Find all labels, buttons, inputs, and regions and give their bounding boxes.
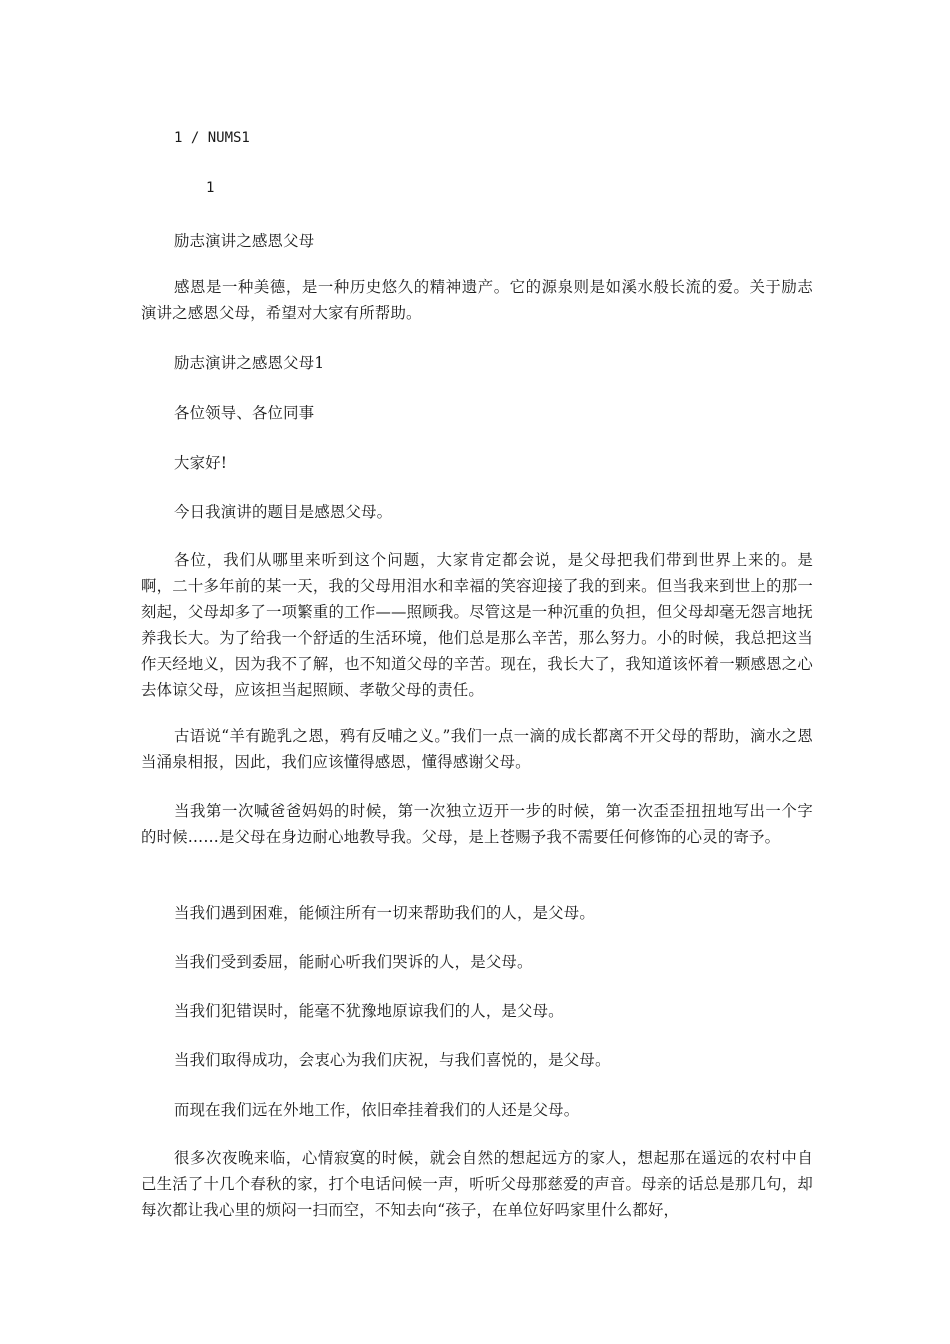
statement-line-1: 当我们遇到困难，能倾注所有一切来帮助我们的人，是父母。 [174, 904, 595, 922]
section-heading: 励志演讲之感恩父母1 [174, 354, 325, 372]
body-paragraph-1: 各位，我们从哪里来听到这个问题，大家肯定都会说，是父母把我们带到世界上来的。是啊，二十多年前的某一天，我的父母用泪水和幸福的笑容迎接了我的到来。但当我来到世上的那一刻起，父母却多了一项繁重的工作——照顾我。尽管这是一种沉重的负担，但父母却毫无怨言地抚养我长大。为了给我一个舒适的生活环境，他们总是那么辛苦，那么努力。小的时候，我总把这当作天经地义，因为我不了解，也不知道父母的辛苦。现在，我长大了，我知道该怀着一颗感恩之心去体谅父母，应该担当起照顾、孝敬父母的责任。 [141, 551, 813, 699]
document-title: 励志演讲之感恩父母 [174, 232, 315, 250]
statement-line-5: 而现在我们远在外地工作，依旧牵挂着我们的人还是父母。 [174, 1101, 580, 1119]
page-indicator: 1 / NUMS1 [174, 130, 250, 146]
statement-line-3: 当我们犯错误时，能毫不犹豫地原谅我们的人，是父母。 [174, 1002, 564, 1020]
topic-line: 今日我演讲的题目是感恩父母。 [174, 503, 393, 521]
hello-line: 大家好! [174, 454, 228, 472]
statement-line-4: 当我们取得成功，会衷心为我们庆祝，与我们喜悦的，是父母。 [174, 1051, 611, 1069]
body-paragraph-2: 古语说“羊有跪乳之恩，鸦有反哺之义。”我们一点一滴的成长都离不开父母的帮助，滴水之恩当涌泉相报，因此，我们应该懂得感恩，懂得感谢父母。 [141, 727, 813, 771]
body-paragraph-4: 很多次夜晚来临，心情寂寞的时候，就会自然的想起远方的家人，想起那在遥远的农村中自己生活了十几个春秋的家，打个电话问候一声，听听父母那慈爱的声音。母亲的话总是那几句，却每次都让我心里的烦闷一扫而空，不知去向“孩子，在单位好吗家里什么都好， [141, 1149, 813, 1219]
greeting-line: 各位领导、各位同事 [174, 404, 315, 422]
intro-paragraph: 感恩是一种美德，是一种历史悠久的精神遗产。它的源泉则是如溪水般长流的爱。关于励志演讲之感恩父母，希望对大家有所帮助。 [141, 278, 813, 322]
page-number: 1 [206, 180, 215, 196]
statement-line-2: 当我们受到委屈，能耐心听我们哭诉的人，是父母。 [174, 953, 533, 971]
body-paragraph-3: 当我第一次喊爸爸妈妈的时候，第一次独立迈开一步的时候，第一次歪歪扭扭地写出一个字的时候……是父母在身边耐心地教导我。父母，是上苍赐予我不需要任何修饰的心灵的寄予。 [141, 802, 813, 846]
